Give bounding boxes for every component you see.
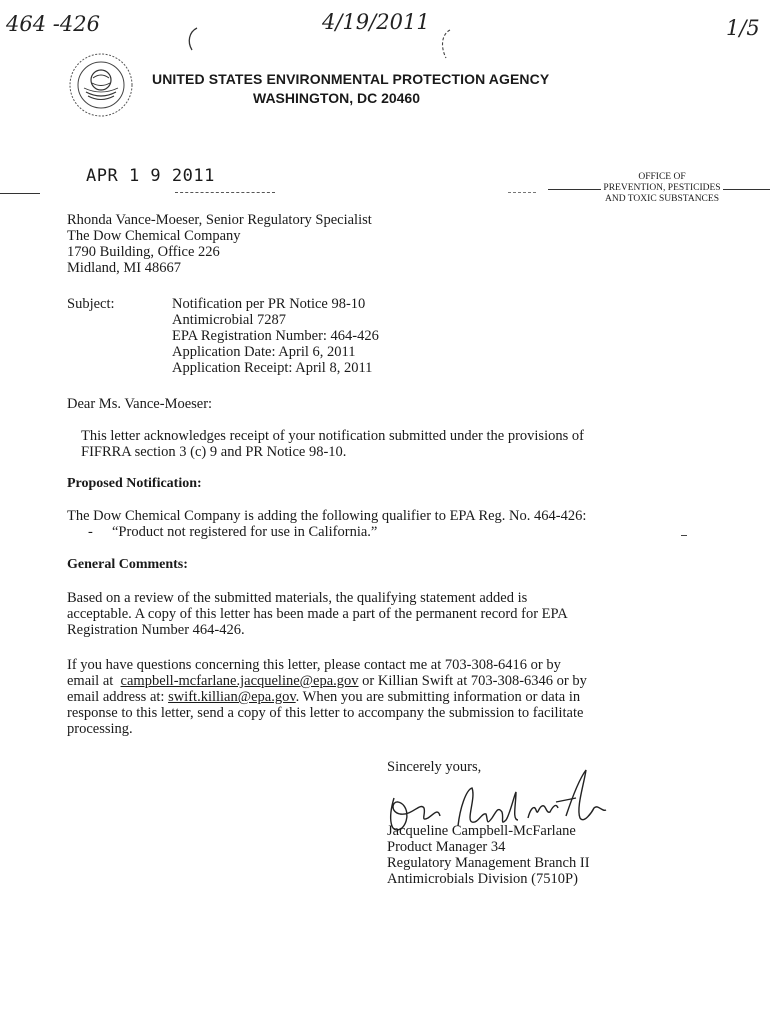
handwritten-date: 4/19/2011	[322, 10, 430, 34]
signer-name: Jacqueline Campbell-McFarlane	[387, 823, 576, 839]
epa-seal-logo	[68, 52, 134, 123]
recipient-name: Rhonda Vance-Moeser, Senior Regulatory Specialist	[67, 212, 372, 228]
pen-mark	[183, 26, 203, 57]
recipient-block	[67, 212, 372, 276]
divider	[0, 193, 40, 194]
closing: Sincerely yours,	[387, 759, 482, 775]
office-line: AND TOXIC SUBSTANCES	[605, 194, 719, 204]
signer-title: Product Manager 34	[387, 839, 506, 855]
salutation: Dear Ms. Vance-Moeser:	[67, 396, 213, 412]
subject-lines	[172, 296, 379, 376]
general-line: Based on a review of the submitted materials, the qualifying statement added is	[67, 590, 528, 606]
subject-label: Subject:	[67, 296, 115, 312]
contact-line	[67, 673, 587, 689]
subject-line: Application Date: April 6, 2011	[172, 344, 356, 360]
email-link-swift[interactable]: swift.killian@epa.gov	[168, 689, 296, 705]
contact-text: . When you are submitting information or data in	[295, 689, 581, 705]
proposed-bullet: “Product not registered for use in California.”	[112, 524, 378, 540]
email-link-campbell[interactable]: campbell-mcfarlane.jacqueline@epa.gov	[120, 673, 359, 689]
subject-line: Antimicrobial 7287	[172, 312, 286, 328]
office-line-text: PREVENTION, PESTICIDES	[603, 183, 721, 193]
contact-line: processing.	[67, 721, 133, 737]
office-block	[548, 172, 770, 205]
office-line: OFFICE OF	[638, 172, 686, 182]
intro-line: FIFRRA section 3 (c) 9 and PR Notice 98-10.	[81, 444, 347, 460]
recipient-company: The Dow Chemical Company	[67, 228, 241, 244]
bullet-dash: -	[88, 524, 93, 540]
contact-text: email at	[67, 673, 121, 689]
handwritten-reg-number: 464 -426	[6, 12, 100, 36]
stray-mark	[681, 535, 687, 536]
contact-line: response to this letter, send a copy of this letter to accompany the submission to facilitate	[67, 705, 584, 721]
contact-line	[67, 689, 587, 705]
agency-name: UNITED STATES ENVIRONMENTAL PROTECTION AGENCY	[152, 71, 550, 87]
signer-branch: Regulatory Management Branch II	[387, 855, 590, 871]
handwritten-page-number: 1/5	[726, 16, 760, 40]
general-line: acceptable. A copy of this letter has been made a part of the permanent record for EPA	[67, 606, 568, 622]
subject-line: EPA Registration Number: 464-426	[172, 328, 379, 344]
contact-text: or Killian Swift at 703-308-6346 or by	[358, 673, 587, 689]
signature-block	[387, 823, 590, 887]
pen-mark	[434, 28, 454, 69]
contact-line: If you have questions concerning this letter, please contact me at 703-308-6416 or by	[67, 657, 561, 673]
general-paragraph	[67, 590, 568, 638]
subject-line: Notification per PR Notice 98-10	[172, 296, 366, 312]
signer-division: Antimicrobials Division (7510P)	[387, 871, 578, 887]
contact-text: email address at:	[67, 689, 169, 705]
divider	[175, 192, 275, 193]
general-line: Registration Number 464-426.	[67, 622, 245, 638]
proposed-text: The Dow Chemical Company is adding the following qualifier to EPA Reg. No. 464-426:	[67, 508, 587, 524]
recipient-city: Midland, MI 48667	[67, 260, 181, 276]
intro-paragraph	[81, 428, 584, 460]
general-heading: General Comments:	[67, 557, 188, 572]
office-line	[548, 183, 770, 194]
subject-line: Application Receipt: April 8, 2011	[172, 360, 373, 376]
intro-line: This letter acknowledges receipt of your notification submitted under the provisions of	[81, 428, 584, 444]
divider	[508, 192, 536, 193]
contact-paragraph	[67, 657, 587, 737]
proposed-heading: Proposed Notification:	[67, 476, 202, 491]
recipient-office: 1790 Building, Office 226	[67, 244, 220, 260]
date-stamp: APR 1 9 2011	[86, 166, 215, 186]
agency-city: WASHINGTON, DC 20460	[253, 90, 421, 106]
